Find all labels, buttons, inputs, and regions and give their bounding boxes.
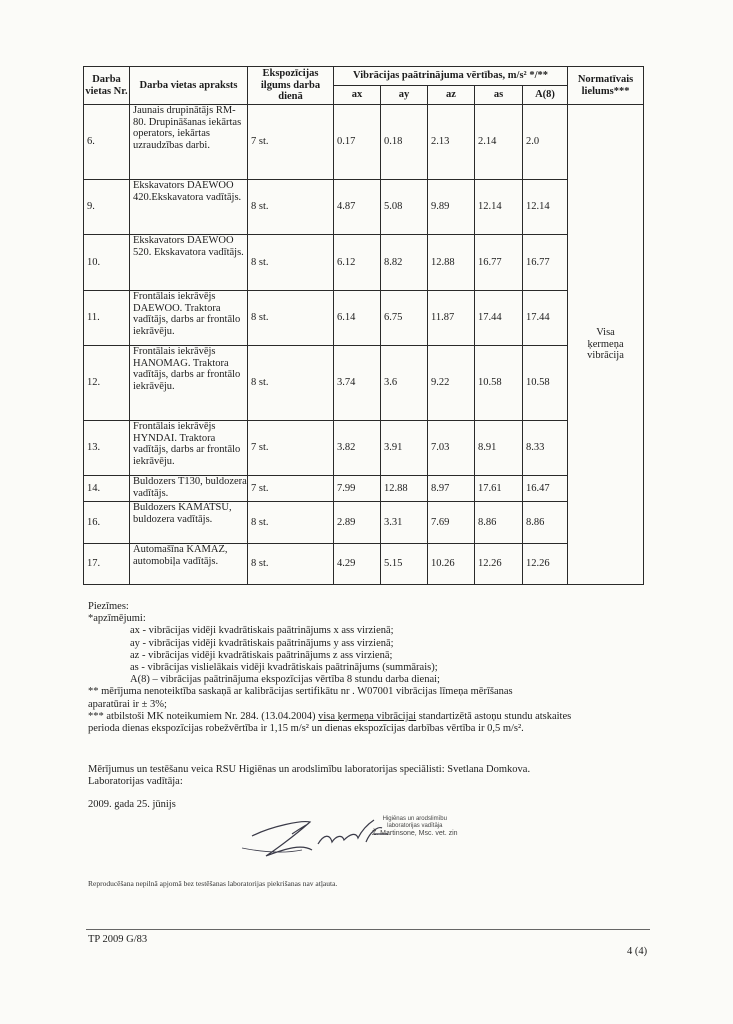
cell-nr: 6. (84, 105, 130, 180)
note-ay: ay - vibrācijas vidēji kvadrātiskais paātrinājums y ass virzienā; (130, 637, 394, 649)
footer-divider (86, 929, 650, 930)
cell-a8: 12.14 (523, 180, 568, 235)
header-ax: ax (334, 86, 381, 105)
cell-ay: 0.18 (381, 105, 428, 180)
cell-description: Buldozers T130, buldozera vadītājs. (130, 476, 248, 502)
cell-nr: 14. (84, 476, 130, 502)
stamp-line-2: laboratorijas vadītāja (387, 823, 443, 829)
cell-nr: 9. (84, 180, 130, 235)
cell-ax: 4.87 (334, 180, 381, 235)
norm-value-line: vibrācija (587, 350, 624, 362)
cell-ay: 12.88 (381, 476, 428, 502)
cell-as: 16.77 (475, 235, 523, 291)
cell-ay: 3.6 (381, 346, 428, 421)
notes (88, 601, 688, 735)
cell-ax: 7.99 (334, 476, 381, 502)
cell-ax: 6.12 (334, 235, 381, 291)
cell-exposure: 8 st. (248, 291, 334, 346)
cell-ay: 8.82 (381, 235, 428, 291)
cell-a8: 16.47 (523, 476, 568, 502)
header-az: az (428, 86, 475, 105)
table-row (84, 105, 644, 180)
cell-exposure: 8 st. (248, 346, 334, 421)
note-as: as - vibrācijas vislielākais vidēji kvadrātiskais paātrinājums (summārais); (130, 662, 438, 674)
notes-title: Piezīmes: (88, 601, 129, 612)
table-row (84, 180, 644, 235)
cell-nr: 12. (84, 346, 130, 421)
measured-line-1: Mērījumus un testēšanu veica RSU Higiēnas un arodslimību laboratorijas speciālisti: Svetlana Domkova. (88, 764, 531, 775)
cell-description: Frontālais iekrāvējs DAEWOO. Traktora vadītājs, darbs ar frontālo iekrāvēju. (130, 291, 248, 346)
cell-az: 9.22 (428, 346, 475, 421)
cell-description: Frontālais iekrāvējs HYNDAI. Traktora vadītājs, darbs ar frontālo iekrāvēju. (130, 421, 248, 476)
cell-as: 2.14 (475, 105, 523, 180)
cell-nr: 17. (84, 544, 130, 585)
cell-a8: 8.33 (523, 421, 568, 476)
cell-az: 9.89 (428, 180, 475, 235)
document-date: 2009. gada 25. jūnijs (88, 799, 176, 810)
cell-ax: 4.29 (334, 544, 381, 585)
table-row (84, 235, 644, 291)
cell-az: 8.97 (428, 476, 475, 502)
footer-page-number: 4 (4) (627, 946, 648, 957)
note-uncertainty-2: aparatūrai ir ± 3%; (88, 698, 167, 710)
table-row (84, 476, 644, 502)
note-ax: ax - vibrācijas vidēji kvadrātiskais paātrinājums x ass virzienā; (130, 625, 394, 637)
cell-ax: 2.89 (334, 502, 381, 544)
cell-ay: 3.91 (381, 421, 428, 476)
header-as: as (475, 86, 523, 105)
header-vibration-group: Vibrācijas paātrinājuma vērtības, m/s² */** (334, 67, 568, 86)
cell-nr: 11. (84, 291, 130, 346)
lab-stamp (372, 816, 458, 837)
cell-description: Ekskavators DAEWOO 420.Ekskavatora vadītājs. (130, 180, 248, 235)
cell-description: Ekskavators DAEWOO 520. Ekskavatora vadītājs. (130, 235, 248, 291)
cell-exposure: 7 st. (248, 105, 334, 180)
measured-line-2: Laboratorijas vadītāja: (88, 776, 183, 788)
norm-value-line: Visa (596, 327, 615, 339)
cell-az: 12.88 (428, 235, 475, 291)
cell-description: Automašīna KAMAZ, automobiļa vadītājs. (130, 544, 248, 585)
cell-exposure: 8 st. (248, 544, 334, 585)
cell-as: 12.14 (475, 180, 523, 235)
cell-a8: 2.0 (523, 105, 568, 180)
cell-norm-value (568, 105, 644, 585)
measured-by (88, 764, 708, 789)
notes-star: *apzīmējumi: (88, 613, 146, 625)
reproduction-notice: Reproducēšana nepilnā apjomā bez testēšanas laboratorijas piekrišanas nav atļauta. (88, 879, 338, 888)
norm-value-line: ķermeņa (587, 338, 624, 350)
cell-exposure: 8 st. (248, 180, 334, 235)
header-desc: Darba vietas apraksts (130, 67, 248, 105)
cell-az: 7.69 (428, 502, 475, 544)
header-a8: A(8) (523, 86, 568, 105)
note-uncertainty-1: ** mērījuma nenoteiktība saskaņā ar kalibrācijas sertifikātu nr . W07001 vibrācijas līmeņa mērīšanas (88, 686, 513, 698)
cell-az: 2.13 (428, 105, 475, 180)
stamp-line-1: Higiēnas un arodslimību (382, 816, 447, 822)
cell-description: Jaunais drupinātājs RM-80. Drupināšanas iekārtas operators, iekārtas uzraudzības darbi. (130, 105, 248, 180)
note-a8: A(8) – vibrācijas paātrinājuma ekspozīcijas vērtība 8 stundu darba dienai; (130, 674, 440, 686)
cell-ay: 3.31 (381, 502, 428, 544)
cell-a8: 16.77 (523, 235, 568, 291)
table-row (84, 502, 644, 544)
cell-exposure: 7 st. (248, 421, 334, 476)
table-row (84, 421, 644, 476)
cell-ay: 5.08 (381, 180, 428, 235)
cell-nr: 16. (84, 502, 130, 544)
table-row (84, 346, 644, 421)
cell-ax: 3.82 (334, 421, 381, 476)
note-regulation-2: perioda dienas ekspozīcijas robežvērtība ir 1,15 m/s² un dienas ekspozīcijas darbības vērtība ir 0,5 m/s². (88, 723, 524, 735)
cell-nr: 13. (84, 421, 130, 476)
cell-as: 10.58 (475, 346, 523, 421)
cell-description: Frontālais iekrāvējs HANOMAG. Traktora vadītājs, darbs ar frontālo iekrāvēju. (130, 346, 248, 421)
cell-description: Buldozers KAMATSU, buldozera vadītājs. (130, 502, 248, 544)
cell-as: 17.44 (475, 291, 523, 346)
cell-ax: 3.74 (334, 346, 381, 421)
cell-a8: 17.44 (523, 291, 568, 346)
stamp-name: Ž. Martinsone, Msc. vet. zin (372, 830, 458, 837)
cell-exposure: 7 st. (248, 476, 334, 502)
note-az: az - vibrācijas vidēji kvadrātiskais paātrinājums z ass virzienā; (130, 649, 393, 661)
cell-ax: 0.17 (334, 105, 381, 180)
cell-as: 17.61 (475, 476, 523, 502)
cell-as: 8.91 (475, 421, 523, 476)
cell-nr: 10. (84, 235, 130, 291)
note-regulation-underlined: visa ķermeņa vibrācijai (318, 710, 417, 722)
cell-a8: 8.86 (523, 502, 568, 544)
cell-a8: 10.58 (523, 346, 568, 421)
header-exposure: Ekspozīcijas ilgums darba dienā (248, 67, 334, 105)
cell-as: 12.26 (475, 544, 523, 585)
vibration-table (83, 66, 644, 585)
header-ay: ay (381, 86, 428, 105)
cell-a8: 12.26 (523, 544, 568, 585)
cell-exposure: 8 st. (248, 502, 334, 544)
cell-exposure: 8 st. (248, 235, 334, 291)
cell-as: 8.86 (475, 502, 523, 544)
cell-ay: 5.15 (381, 544, 428, 585)
cell-az: 11.87 (428, 291, 475, 346)
table-row (84, 291, 644, 346)
table-row (84, 544, 644, 585)
header-norm: Normatīvais lielums*** (568, 67, 644, 105)
cell-az: 10.26 (428, 544, 475, 585)
cell-ax: 6.14 (334, 291, 381, 346)
header-nr: Darba vietas Nr. (84, 67, 130, 105)
cell-ay: 6.75 (381, 291, 428, 346)
note-regulation-1 (88, 711, 688, 723)
note-regulation-a: *** atbilstoši MK noteikumiem Nr. 284. (13.04.2004) (88, 710, 319, 722)
cell-az: 7.03 (428, 421, 475, 476)
footer-document-id: TP 2009 G/83 (88, 934, 148, 945)
note-regulation-b: standartizētā astoņu stundu atskaites (416, 710, 572, 722)
